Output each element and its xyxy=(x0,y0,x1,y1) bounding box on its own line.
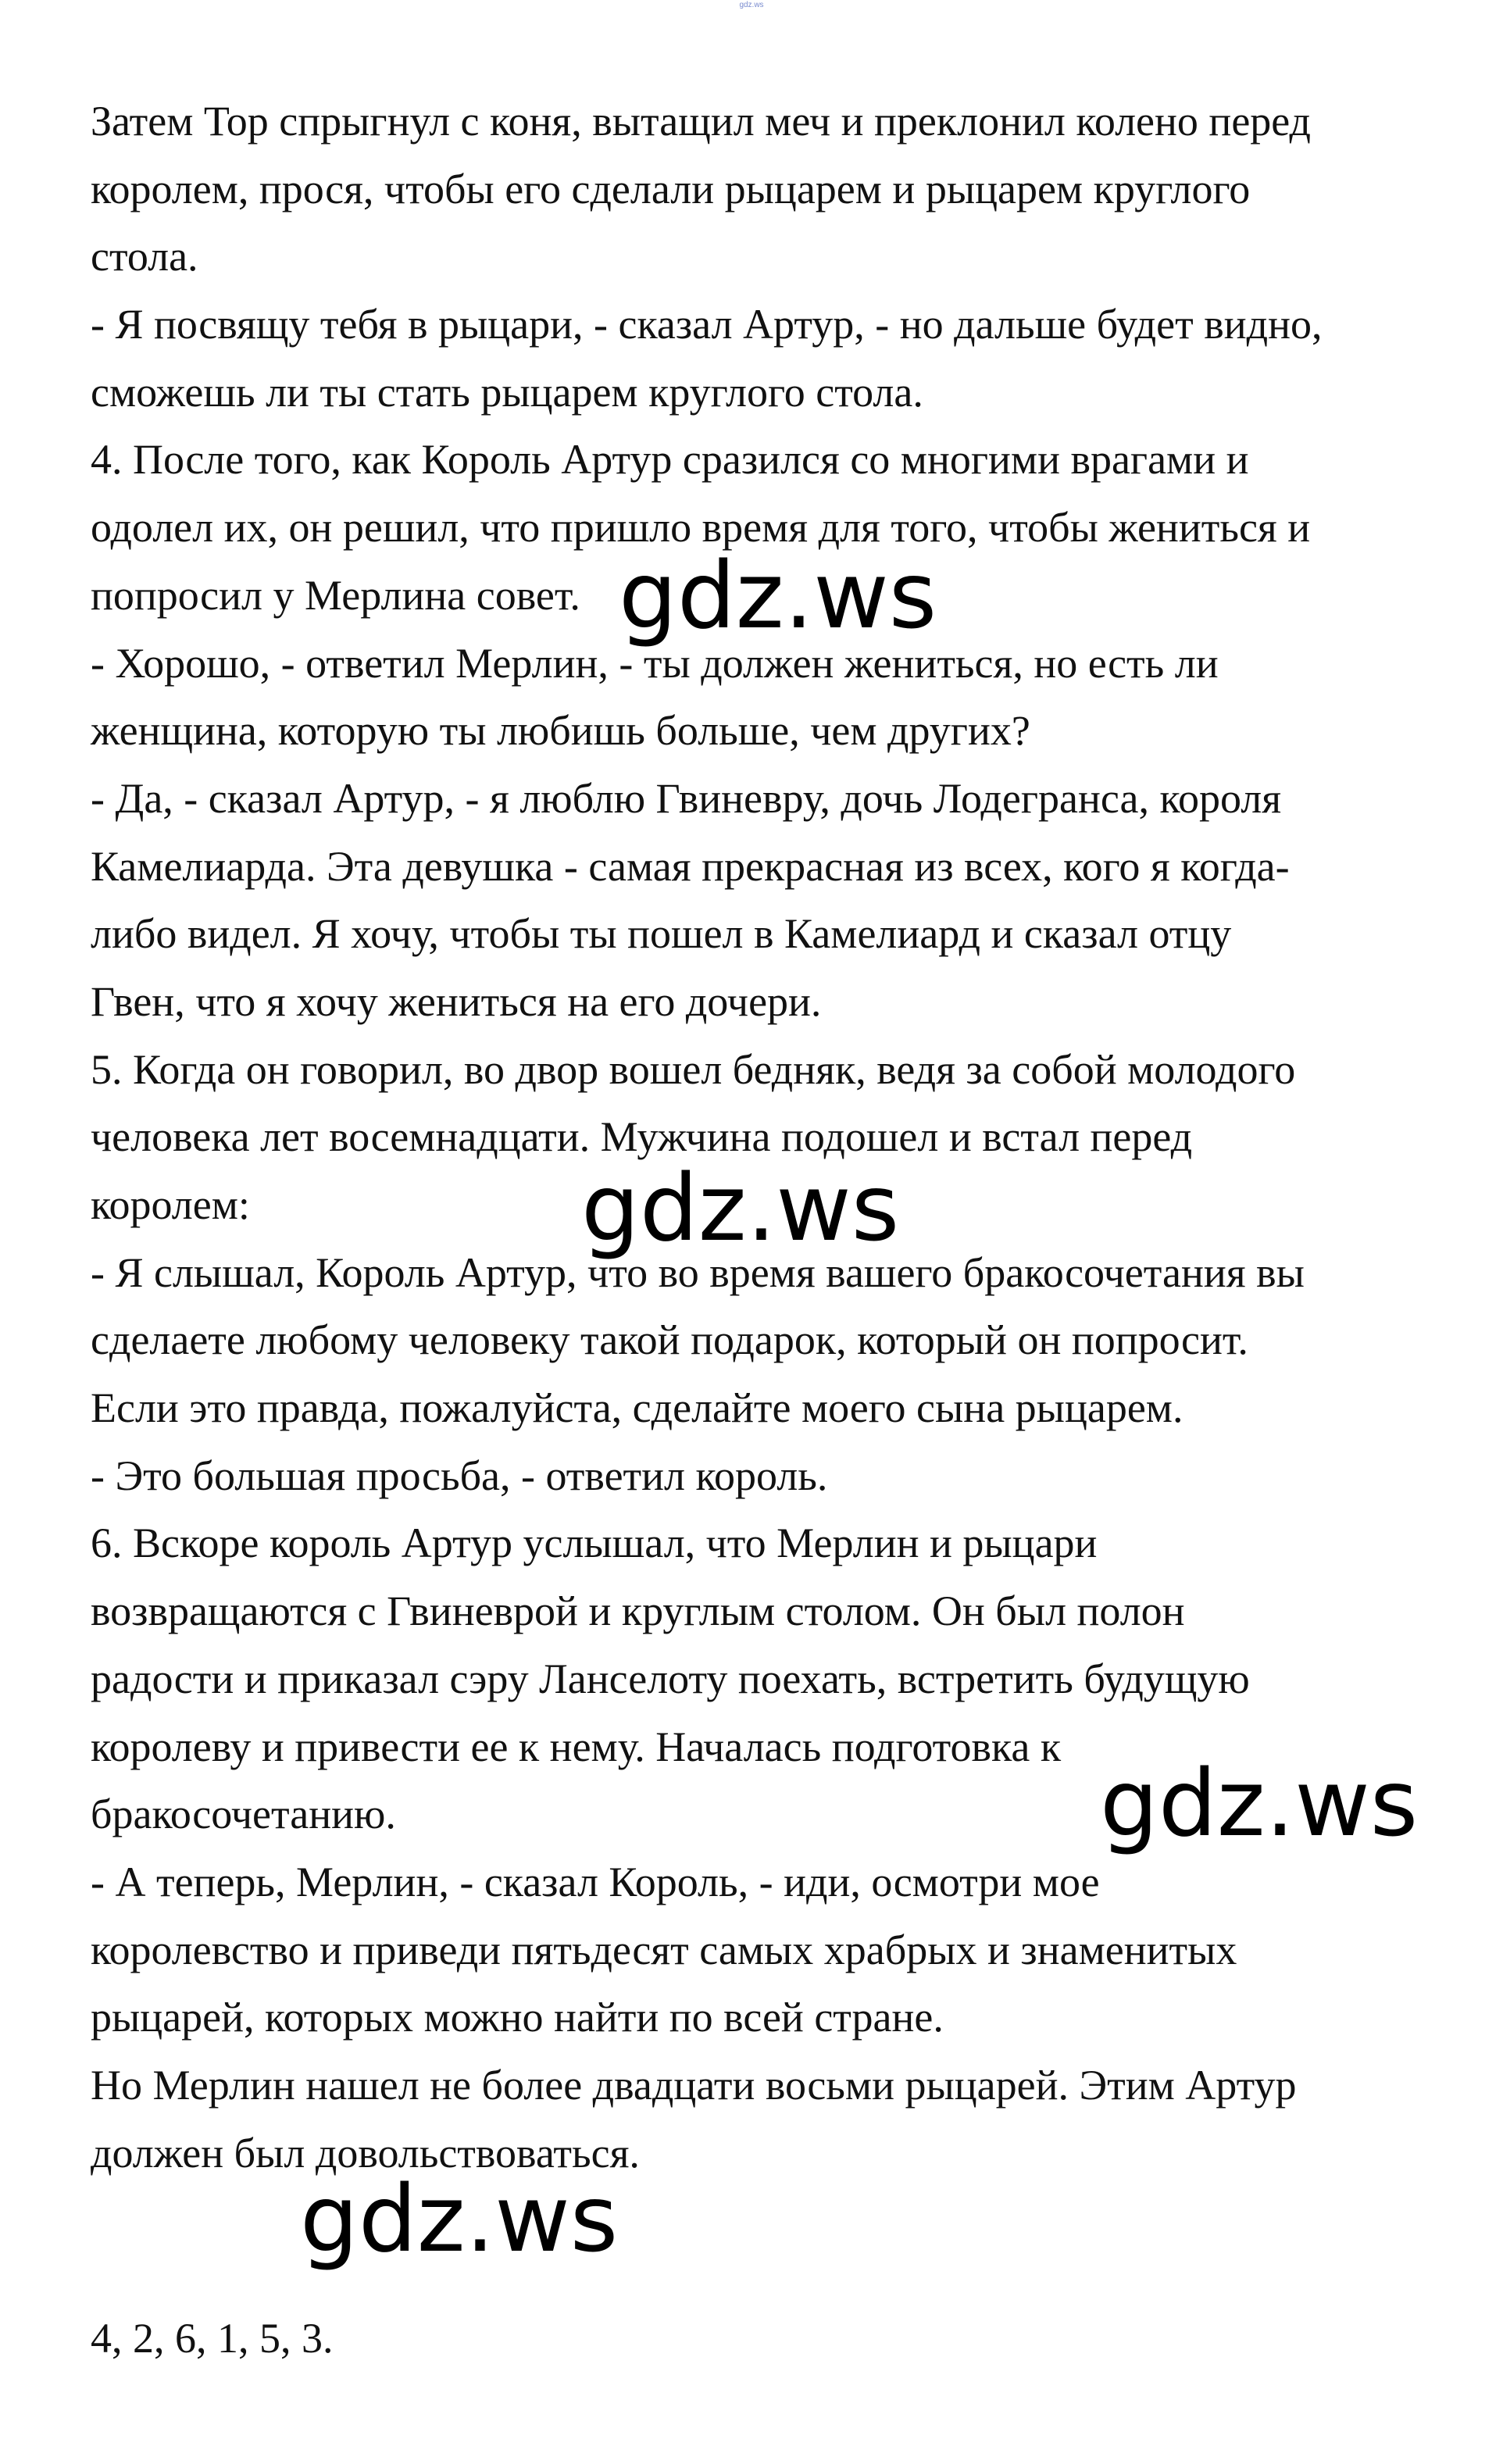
text-line: - Я слышал, Король Артур, что во время вашего бракосочетания вы xyxy=(91,1248,1305,1296)
text-line: попросил у Мерлина совет. xyxy=(91,571,580,619)
text-line: возвращаются с Гвиневрой и круглым столом. Он был полон xyxy=(91,1587,1185,1635)
text-line: - Это большая просьба, - ответил король. xyxy=(91,1452,828,1499)
text-line: бракосочетанию. xyxy=(91,1791,396,1838)
text-line: 4. После того, как Король Артур сразился со многими врагами и xyxy=(91,436,1249,484)
watermark: gdz.ws xyxy=(619,541,937,649)
text-line: королем, прося, чтобы его сделали рыцарем и рыцарем круглого xyxy=(91,165,1251,212)
site-mark: gdz.ws xyxy=(739,1,764,9)
text-line: должен был довольствоваться. xyxy=(91,2129,640,2177)
text-line: - Я посвящу тебя в рыцари, - сказал Артур, - но дальше будет видно, xyxy=(91,301,1323,348)
answer-sequence: 4, 2, 6, 1, 5, 3. xyxy=(91,2315,334,2362)
watermark: gdz.ws xyxy=(300,2165,619,2273)
watermark: gdz.ws xyxy=(1100,1749,1419,1857)
text-line: человека лет восемнадцати. Мужчина подошел и встал перед xyxy=(91,1113,1193,1161)
story-text xyxy=(91,87,1434,2187)
text-line: - Да, - сказал Артур, - я люблю Гвиневру, дочь Лодегранса, короля xyxy=(91,774,1282,822)
text-line: - А теперь, Мерлин, - сказал Король, - иди, осмотри мое xyxy=(91,1858,1100,1905)
text-line: рыцарей, которых можно найти по всей стране. xyxy=(91,1994,944,2041)
text-line: радости и приказал сэру Ланселоту поехать, встретить будущую xyxy=(91,1655,1250,1702)
text-line: Затем Тор спрыгнул с коня, вытащил меч и преклонил колено перед xyxy=(91,98,1312,145)
text-line: Если это правда, пожалуйста, сделайте моего сына рыцарем. xyxy=(91,1384,1183,1432)
watermark: gdz.ws xyxy=(581,1154,900,1262)
text-line: Но Мерлин нашел не более двадцати восьми рыцарей. Этим Артур xyxy=(91,2061,1297,2109)
text-line: Камелиарда. Эта девушка - самая прекрасная из всех, кого я когда- xyxy=(91,842,1290,890)
text-line: Гвен, что я хочу жениться на его дочери. xyxy=(91,977,822,1025)
text-line: одолел их, он решил, что пришло время для того, чтобы жениться и xyxy=(91,504,1311,552)
text-line: либо видел. Я хочу, чтобы ты пошел в Камелиард и сказал отцу xyxy=(91,910,1232,958)
text-line: 6. Вскоре король Артур услышал, что Мерлин и рыцари xyxy=(91,1519,1098,1567)
text-line: сделаете любому человеку такой подарок, который он попросит. xyxy=(91,1316,1248,1364)
text-line: королем: xyxy=(91,1181,250,1228)
text-line: королевство и приведи пятьдесят самых храбрых и знаменитых xyxy=(91,1926,1237,1973)
text-line: стола. xyxy=(91,233,198,280)
text-line: сможешь ли ты стать рыцарем круглого стола. xyxy=(91,368,923,416)
text-line: женщина, которую ты любишь больше, чем других? xyxy=(91,707,1030,755)
text-line: 5. Когда он говорил, во двор вошел бедняк, ведя за собой молодого xyxy=(91,1045,1296,1093)
text-line: - Хорошо, - ответил Мерлин, - ты должен жениться, но есть ли xyxy=(91,639,1219,687)
text-line: королеву и привести ее к нему. Началась подготовка к xyxy=(91,1723,1062,1770)
